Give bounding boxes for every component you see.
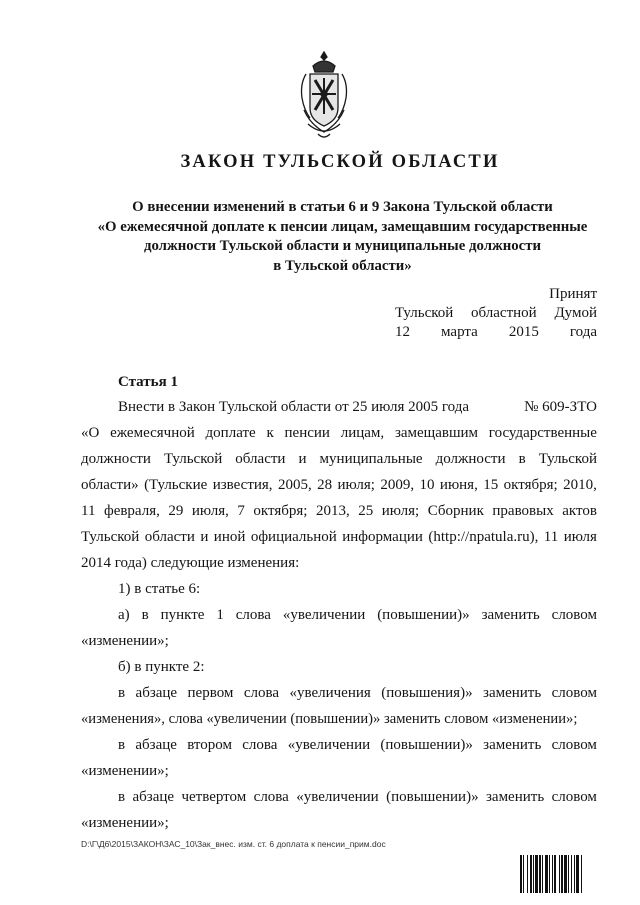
paragraph-word: 10 <box>419 477 435 493</box>
abz1-word: (повышения)» <box>381 685 473 701</box>
paragraph-line <box>81 451 597 468</box>
paragraph-word: области <box>235 451 286 467</box>
paragraph-word: в <box>518 451 526 467</box>
paragraph-word: 2010, <box>563 477 597 493</box>
paragraph-word: доплате <box>205 425 256 441</box>
paragraph-line: 2014 года) следующие изменения: <box>81 555 300 571</box>
law-title: ЗАКОН ТУЛЬСКОЙ ОБЛАСТИ <box>180 152 500 172</box>
paragraph-line <box>118 399 597 416</box>
abz4-word: слова <box>253 789 289 805</box>
subtitle-line: должности Тульской области и муниципальные должности <box>143 238 542 254</box>
paragraph-word: ежемесячной <box>110 425 195 441</box>
file-path: D:\Г\Д6\2015\ЗАКОН\ЗАС_10\Зак_внес. изм. ст. 6 доплата к пенсии_прим.doc <box>81 839 386 849</box>
abz4-word: заменить <box>485 789 545 805</box>
paragraph-word: и <box>298 451 307 467</box>
item-a-line: «изменении»; <box>81 633 169 649</box>
adopted-date-word: 12 <box>395 324 410 340</box>
abz2-word: слова <box>242 737 278 753</box>
paragraph-word: правовых <box>492 503 554 519</box>
paragraph-word: 25 <box>358 503 374 519</box>
paragraph-word: Тульской <box>81 529 140 545</box>
item-a-word: заменить <box>481 607 540 623</box>
paragraph-word: июля, <box>191 503 229 519</box>
abz4-word: в <box>118 789 126 805</box>
abz2-word: втором <box>187 737 232 753</box>
abz1-line: «изменения», слова «увеличении (повышении)» заменить словом «изменении»; <box>81 711 578 727</box>
item-b: б) в пункте 2: <box>118 659 205 675</box>
adopted-date <box>395 323 597 342</box>
tula-coat-of-arms-icon <box>298 50 350 142</box>
item-a-word: «увеличении <box>282 607 366 623</box>
adopted-by-word: Думой <box>554 305 597 321</box>
barcode-icon <box>520 855 597 893</box>
paragraph-line <box>81 503 597 520</box>
paragraph-word: к <box>266 425 274 441</box>
abz1-word: абзаце <box>135 685 178 701</box>
paragraph-word: должности <box>435 451 506 467</box>
paragraph-line <box>81 425 597 442</box>
item-a-word: (повышении)» <box>377 607 470 623</box>
abz1-word: слова <box>243 685 280 701</box>
abz1-word: «увеличения <box>289 685 371 701</box>
paragraph-word: 28 <box>317 477 333 493</box>
item-1: 1) в статье 6: <box>118 581 201 597</box>
abz2-word: в <box>118 737 126 753</box>
paragraph-word: актов <box>562 503 597 519</box>
paragraph-word: октября; <box>503 477 558 493</box>
paragraph-word: 2009, <box>380 477 415 493</box>
item-a-word: 1 <box>216 607 224 623</box>
subtitle-line: в Тульской области» <box>273 257 412 274</box>
paragraph-word: 11 <box>81 503 96 519</box>
article-heading: Статья 1 <box>118 374 178 390</box>
paragraph-word: (http://npatula.ru), <box>428 529 539 545</box>
abz1-word: словом <box>551 685 597 701</box>
paragraph-word: Внести в Закон Тульской области от 25 июля 2005 года <box>118 399 470 415</box>
paragraph-word: 2005, <box>277 477 312 493</box>
abz4-word: «увеличении <box>296 789 379 805</box>
paragraph-word: замещавшим <box>394 425 479 441</box>
paragraph-word: официальной <box>250 529 337 545</box>
item-a-word: словом <box>551 607 597 623</box>
abz2-word: заменить <box>483 737 542 753</box>
paragraph-word: июня, <box>439 477 478 493</box>
abz1-word: заменить <box>483 685 542 701</box>
paragraph-word: 2013, <box>315 503 350 519</box>
abz1-word: первом <box>187 685 234 701</box>
subtitle-line: «О ежемесячной доплате к пенсии лицам, замещавшим государственные <box>97 218 588 235</box>
paragraph-line <box>81 529 597 546</box>
paragraph-word: области <box>144 529 195 545</box>
paragraph-word: «О <box>81 425 100 441</box>
abz2-line <box>118 737 597 754</box>
abz2-word: (повышении)» <box>380 737 473 753</box>
abz4-word: (повышении)» <box>386 789 479 805</box>
adopted-by-word: областной <box>471 305 537 321</box>
adopted-date-word: 2015 <box>508 324 539 340</box>
abz1-word: в <box>118 685 126 701</box>
abz4-word: четвертом <box>181 789 247 805</box>
law-subtitle <box>80 198 605 276</box>
paragraph-word: лицам, <box>340 425 385 441</box>
paragraph-word: июля; <box>381 503 420 519</box>
paragraph-word: 15 <box>483 477 499 493</box>
paragraph-word: муниципальные <box>319 451 423 467</box>
abz4-line: «изменении»; <box>81 815 169 831</box>
paragraph-word: № 609-ЗТО <box>524 399 597 415</box>
abz4-word: абзаце <box>132 789 175 805</box>
paragraph-word: информации <box>342 529 423 545</box>
paragraph-word: иной <box>213 529 246 545</box>
paragraph-word: 29 <box>168 503 184 519</box>
adopted-label: Принят <box>549 286 597 302</box>
paragraph-word: октября; <box>253 503 308 519</box>
abz2-word: «увеличении <box>287 737 371 753</box>
item-a-word: пункте <box>160 607 205 623</box>
paragraph-word: 7 <box>237 503 245 519</box>
abz2-word: словом <box>551 737 597 753</box>
subtitle-line: О внесении изменений в статьи 6 и 9 Закона Тульской области <box>132 199 553 215</box>
paragraph-word: должности <box>81 451 151 467</box>
paragraph-word: Тульской <box>163 451 223 467</box>
paragraph-word: февраля, <box>103 503 160 519</box>
item-a-line <box>118 607 597 624</box>
paragraph-word: июля <box>563 529 597 545</box>
adopted-date-word: года <box>569 324 597 340</box>
paragraph-word: и <box>200 529 209 545</box>
paragraph-word: Тульской <box>538 451 597 467</box>
paragraph-line <box>81 477 597 494</box>
paragraph-word: области» <box>81 477 139 493</box>
abz1-line <box>118 685 597 702</box>
paragraph-word: государственные <box>488 425 597 441</box>
abz4-line <box>118 789 597 806</box>
paragraph-word: (Тульские <box>144 477 208 493</box>
adoption-block <box>395 285 597 342</box>
abz2-line: «изменении»; <box>81 763 169 779</box>
paragraph-word: июля; <box>337 477 375 493</box>
paragraph-word: 11 <box>543 529 559 545</box>
item-a-word: а) <box>118 607 130 623</box>
paragraph-word: известия, <box>212 477 273 493</box>
adopted-by-word: Тульской <box>395 305 454 321</box>
abz4-word: словом <box>551 789 597 805</box>
item-a-word: слова <box>235 607 271 623</box>
paragraph-word: пенсии <box>284 425 330 441</box>
abz2-word: абзаце <box>135 737 177 753</box>
adopted-date-word: марта <box>441 324 478 340</box>
adopted-by <box>395 304 597 323</box>
paragraph-word: Сборник <box>427 503 484 519</box>
item-a-word: в <box>141 607 149 623</box>
